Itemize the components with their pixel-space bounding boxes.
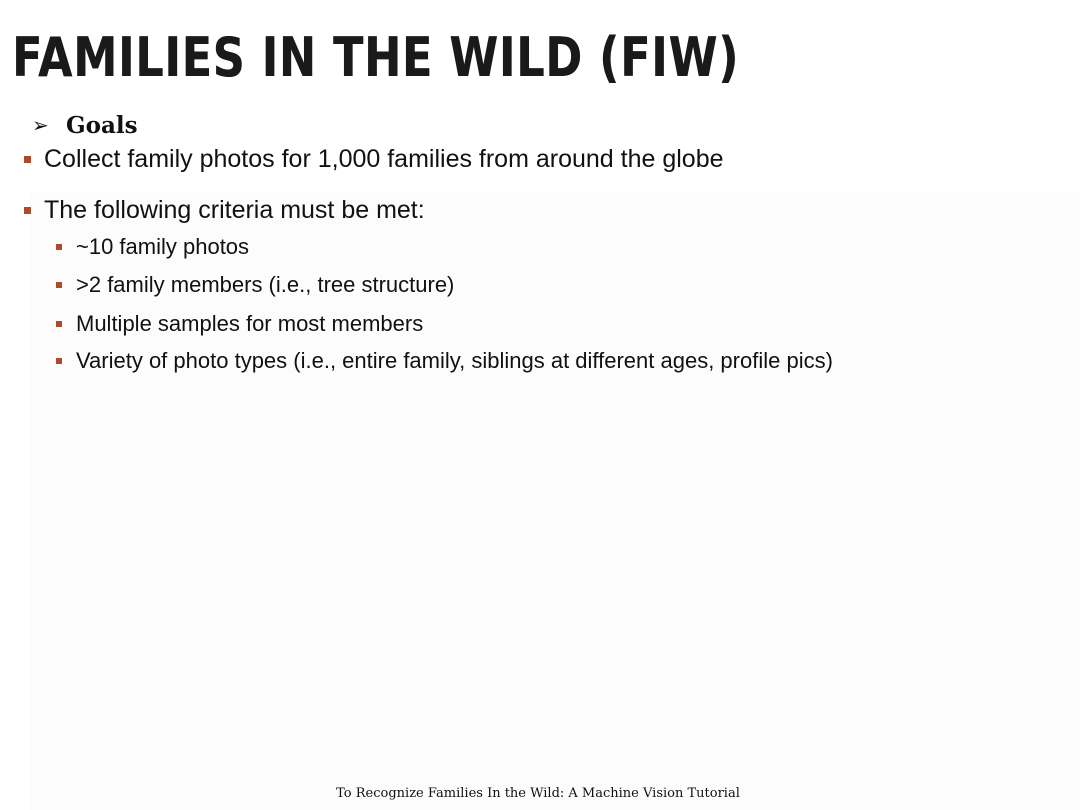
square-bullet-icon <box>24 207 31 214</box>
sub-bullet-text: ~10 family photos <box>76 234 250 259</box>
sub-bullet-item <box>56 231 249 263</box>
slide-title: FAMILIES IN THE WILD (FIW) <box>12 26 740 89</box>
bullet-text: Collect family photos for 1,000 families from around the globe <box>44 144 724 173</box>
square-bullet-icon <box>56 358 62 364</box>
sub-bullet-item <box>56 269 454 301</box>
sub-bullet-text: Variety of photo types (i.e., entire family, siblings at different ages, profile pics) <box>76 348 833 373</box>
sub-bullet-item <box>56 308 423 340</box>
goals-label: Goals <box>66 111 138 139</box>
goals-heading <box>32 108 138 142</box>
slide-footer <box>0 786 1080 801</box>
square-bullet-icon <box>24 156 31 163</box>
sub-bullet-item <box>56 345 833 377</box>
bullet-item <box>24 192 425 228</box>
arrow-bullet-icon: ➢ <box>32 113 49 137</box>
square-bullet-icon <box>56 282 62 288</box>
footer-text: To Recognize Families In the Wild: A Machine Vision Tutorial <box>336 786 740 801</box>
sub-bullet-text: Multiple samples for most members <box>76 311 424 336</box>
square-bullet-icon <box>56 244 62 250</box>
bullet-text: The following criteria must be met: <box>44 195 425 224</box>
bullet-item <box>24 141 724 177</box>
sub-bullet-text: >2 family members (i.e., tree structure) <box>76 272 455 297</box>
square-bullet-icon <box>56 321 62 327</box>
